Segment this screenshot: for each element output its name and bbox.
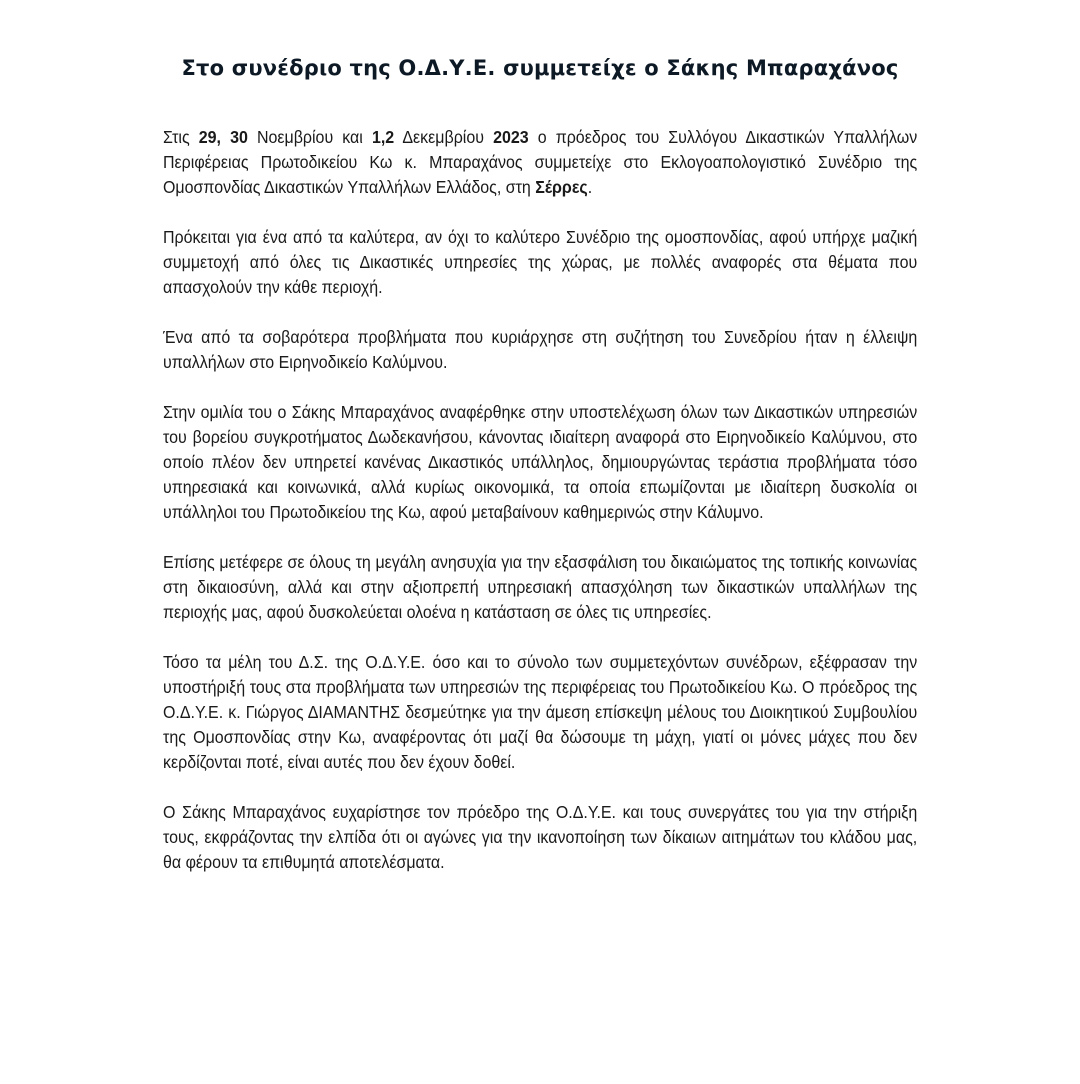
paragraph bbox=[163, 650, 917, 775]
text-run: ο πρόεδρος του Συλλόγου Δικαστικών Υπαλλήλων Περιφέρειας Πρωτοδικείου Κω κ. Μπαραχάνος συμμετείχε στο Εκλογοαπολογιστικό Συνέδριο της Ομοσπονδίας Δικαστικών Υπαλλήλων Ελλάδος, στη bbox=[163, 127, 918, 197]
text-run: Ένα από τα σοβαρότερα προβλήματα που κυριάρχησε στη συζήτηση του Συνεδρίου ήταν η έλλειψη υπαλλήλων στο Ειρηνοδικείο Καλύμνου. bbox=[163, 327, 918, 372]
text-run: . bbox=[587, 177, 593, 197]
text-run: Τόσο τα μέλη του Δ.Σ. της Ο.Δ.Υ.Ε. όσο και το σύνολο των συμμετεχόντων συνέδρων, εξέφρασαν την υποστήριξή τους στα προβλήματα των υπηρεσιών της περιφέρειας του Πρωτοδικείου Κω. Ο πρόεδρος της Ο.Δ.Υ.Ε. κ. Γιώργος ΔΙΑΜΑΝΤΗΣ δεσμεύτηκε για την άμεση επίσκεψη μέλους του Διοικητικού Συμβουλίου της Ομοσπονδίας στην Κω, αναφέροντας ότι μαζί θα δώσουμε τη μάχη, γιατί οι μόνες μάχες που δεν κερδίζονται ποτέ, είναι αυτές που δεν έχουν δοθεί. bbox=[163, 652, 918, 772]
document-body bbox=[163, 125, 917, 900]
paragraph bbox=[163, 325, 917, 375]
paragraph bbox=[163, 800, 917, 875]
paragraph bbox=[163, 125, 917, 200]
text-run: Νοεμβρίου και bbox=[247, 127, 372, 147]
paragraph bbox=[163, 550, 917, 625]
text-run: Στην ομιλία του ο Σάκης Μπαραχάνος αναφέρθηκε στην υποστελέχωση όλων των Δικαστικών υπηρεσιών του βορείου συγκροτήματος Δωδεκανήσου, κάνοντας ιδιαίτερη αναφορά στο Ειρηνοδικείο Καλύμνου, στο οποίο πλέον δεν υπηρετεί κανένας Δικαστικός υπάλληλος, δημιουργώντας τεράστια προβλήματα τόσο υπηρεσιακά και κοινωνικά, αλλά κυρίως οικονομικά, τα οποία επωμίζονται με ιδιαίτερη δυσκολία οι υπάλληλοι του Πρωτοδικείου της Κω, αφού μεταβαίνουν καθημερινώς στην Κάλυμνο. bbox=[163, 402, 918, 522]
bold-text: 2023 bbox=[493, 127, 529, 147]
text-run: Δεκεμβρίου bbox=[394, 127, 494, 147]
text-run: Ο Σάκης Μπαραχάνος ευχαρίστησε τον πρόεδρο της Ο.Δ.Υ.Ε. και τους συνεργάτες του για την στήριξη τους, εκφράζοντας την ελπίδα ότι οι αγώνες για την ικανοποίηση των δίκαιων αιτημάτων του κλάδου μας, θα φέρουν τα επιθυμητά αποτελέσματα. bbox=[163, 802, 918, 872]
text-run: Πρόκειται για ένα από τα καλύτερα, αν όχι το καλύτερο Συνέδριο της ομοσπονδίας, αφού υπήρχε μαζική συμμετοχή από όλες τις Δικαστικές υπηρεσίες της χώρας, με πολλές αναφορές στα θέματα που απασχολούν την κάθε περιοχή. bbox=[163, 227, 918, 297]
bold-text: 1,2 bbox=[371, 127, 395, 147]
text-run: Επίσης μετέφερε σε όλους τη μεγάλη ανησυχία για την εξασφάλιση του δικαιώματος της τοπικής κοινωνίας στη δικαιοσύνη, αλλά και στην αξιοπρεπή υπηρεσιακή απασχόληση των δικαστικών υπαλλήλων της περιοχής μας, αφού δυσκολεύεται ολοένα η κατάσταση σε όλες τις υπηρεσίες. bbox=[163, 552, 918, 622]
document-title: Στο συνέδριο της Ο.Δ.Υ.Ε. συμμετείχε ο Σάκης Μπαραχάνος bbox=[181, 56, 899, 80]
bold-text: Σέρρες bbox=[535, 177, 588, 197]
text-run: Στις bbox=[163, 127, 199, 147]
bold-text: 29, 30 bbox=[198, 127, 248, 147]
paragraph bbox=[163, 225, 917, 300]
paragraph bbox=[163, 400, 917, 525]
